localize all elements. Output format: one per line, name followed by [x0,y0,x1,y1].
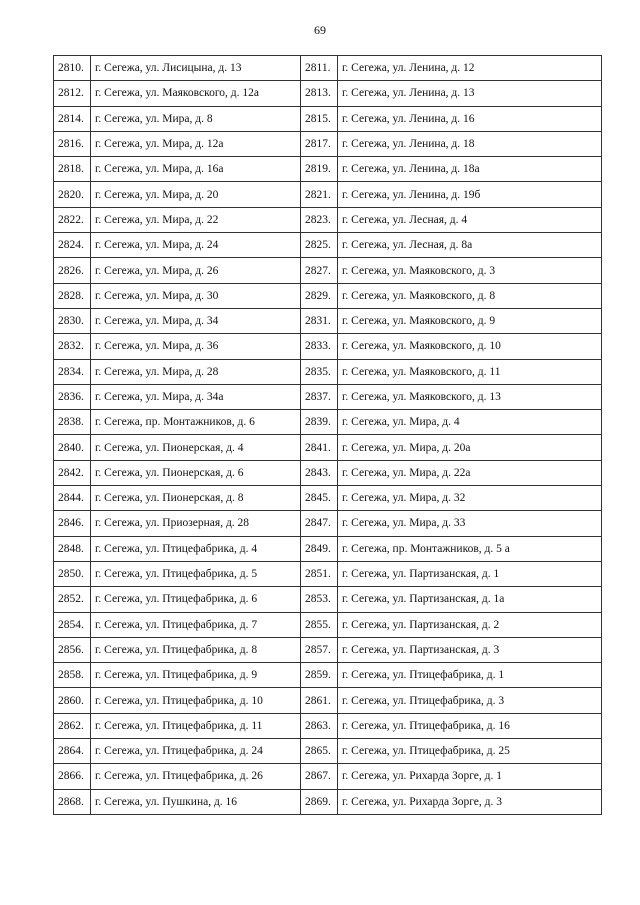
address-right: г. Сегежа, ул. Рихарда Зорге, д. 3 [338,789,602,814]
row-number-right: 2859. [301,663,338,688]
row-number-left: 2814. [54,106,91,131]
table-row [54,587,602,612]
address-table [53,55,602,815]
row-number-right: 2867. [301,764,338,789]
row-number-left: 2820. [54,182,91,207]
table-row [54,131,602,156]
table-row [54,233,602,258]
table-row [54,460,602,485]
address-left: г. Сегежа, ул. Мира, д. 24 [91,233,301,258]
address-table-body [54,56,602,815]
address-left: г. Сегежа, ул. Птицефабрика, д. 10 [91,688,301,713]
row-number-left: 2822. [54,207,91,232]
row-number-left: 2816. [54,131,91,156]
row-number-left: 2836. [54,384,91,409]
table-row [54,739,602,764]
row-number-left: 2812. [54,81,91,106]
address-right: г. Сегежа, ул. Мира, д. 20а [338,435,602,460]
row-number-right: 2849. [301,536,338,561]
address-right: г. Сегежа, ул. Партизанская, д. 1 [338,561,602,586]
address-left: г. Сегежа, ул. Мира, д. 8 [91,106,301,131]
address-left: г. Сегежа, ул. Мира, д. 36 [91,334,301,359]
row-number-left: 2864. [54,739,91,764]
table-row [54,283,602,308]
address-right: г. Сегежа, ул. Ленина, д. 18а [338,157,602,182]
row-number-left: 2860. [54,688,91,713]
row-number-left: 2840. [54,435,91,460]
address-left: г. Сегежа, ул. Лисицына, д. 13 [91,56,301,81]
row-number-right: 2825. [301,233,338,258]
address-left: г. Сегежа, ул. Маяковского, д. 12а [91,81,301,106]
row-number-left: 2844. [54,486,91,511]
table-row [54,384,602,409]
row-number-right: 2837. [301,384,338,409]
row-number-right: 2833. [301,334,338,359]
address-left: г. Сегежа, ул. Мира, д. 28 [91,359,301,384]
address-right: г. Сегежа, ул. Маяковского, д. 11 [338,359,602,384]
table-row [54,713,602,738]
table-row [54,207,602,232]
row-number-left: 2854. [54,612,91,637]
row-number-left: 2866. [54,764,91,789]
address-right: г. Сегежа, ул. Партизанская, д. 2 [338,612,602,637]
address-right: г. Сегежа, пр. Монтажников, д. 5 а [338,536,602,561]
address-right: г. Сегежа, ул. Ленина, д. 16 [338,106,602,131]
row-number-right: 2855. [301,612,338,637]
row-number-right: 2819. [301,157,338,182]
row-number-right: 2839. [301,410,338,435]
address-left: г. Сегежа, ул. Мира, д. 34а [91,384,301,409]
table-row [54,81,602,106]
address-left: г. Сегежа, ул. Пионерская, д. 6 [91,460,301,485]
table-row [54,106,602,131]
row-number-right: 2851. [301,561,338,586]
address-left: г. Сегежа, ул. Птицефабрика, д. 26 [91,764,301,789]
row-number-right: 2853. [301,587,338,612]
table-row [54,308,602,333]
address-right: г. Сегежа, ул. Маяковского, д. 10 [338,334,602,359]
address-right: г. Сегежа, ул. Мира, д. 32 [338,486,602,511]
table-row [54,157,602,182]
row-number-left: 2852. [54,587,91,612]
address-right: г. Сегежа, ул. Ленина, д. 12 [338,56,602,81]
row-number-right: 2861. [301,688,338,713]
row-number-right: 2845. [301,486,338,511]
address-left: г. Сегежа, ул. Мира, д. 30 [91,283,301,308]
address-left: г. Сегежа, пр. Монтажников, д. 6 [91,410,301,435]
address-left: г. Сегежа, ул. Мира, д. 20 [91,182,301,207]
address-left: г. Сегежа, ул. Птицефабрика, д. 4 [91,536,301,561]
row-number-left: 2824. [54,233,91,258]
row-number-right: 2811. [301,56,338,81]
address-left: г. Сегежа, ул. Пионерская, д. 4 [91,435,301,460]
row-number-right: 2843. [301,460,338,485]
table-row [54,359,602,384]
table-row [54,182,602,207]
row-number-left: 2818. [54,157,91,182]
row-number-left: 2834. [54,359,91,384]
address-right: г. Сегежа, ул. Ленина, д. 19б [338,182,602,207]
address-left: г. Сегежа, ул. Птицефабрика, д. 6 [91,587,301,612]
address-left: г. Сегежа, ул. Приозерная, д. 28 [91,511,301,536]
address-left: г. Сегежа, ул. Птицефабрика, д. 24 [91,739,301,764]
table-row [54,334,602,359]
address-right: г. Сегежа, ул. Лесная, д. 8а [338,233,602,258]
row-number-left: 2826. [54,258,91,283]
row-number-left: 2848. [54,536,91,561]
row-number-right: 2865. [301,739,338,764]
address-right: г. Сегежа, ул. Мира, д. 33 [338,511,602,536]
address-left: г. Сегежа, ул. Мира, д. 12а [91,131,301,156]
row-number-right: 2823. [301,207,338,232]
row-number-left: 2862. [54,713,91,738]
address-right: г. Сегежа, ул. Партизанская, д. 3 [338,637,602,662]
address-right: г. Сегежа, ул. Птицефабрика, д. 16 [338,713,602,738]
table-row [54,536,602,561]
row-number-left: 2868. [54,789,91,814]
row-number-right: 2847. [301,511,338,536]
row-number-right: 2857. [301,637,338,662]
row-number-left: 2828. [54,283,91,308]
address-left: г. Сегежа, ул. Мира, д. 16а [91,157,301,182]
row-number-right: 2829. [301,283,338,308]
page-number: 69 [314,23,326,37]
row-number-left: 2846. [54,511,91,536]
address-right: г. Сегежа, ул. Ленина, д. 13 [338,81,602,106]
row-number-left: 2810. [54,56,91,81]
address-right: г. Сегежа, ул. Мира, д. 22а [338,460,602,485]
table-row [54,637,602,662]
table-row [54,410,602,435]
row-number-right: 2821. [301,182,338,207]
address-right: г. Сегежа, ул. Маяковского, д. 3 [338,258,602,283]
address-right: г. Сегежа, ул. Птицефабрика, д. 3 [338,688,602,713]
address-left: г. Сегежа, ул. Птицефабрика, д. 7 [91,612,301,637]
address-left: г. Сегежа, ул. Птицефабрика, д. 11 [91,713,301,738]
address-right: г. Сегежа, ул. Рихарда Зорге, д. 1 [338,764,602,789]
address-right: г. Сегежа, ул. Маяковского, д. 9 [338,308,602,333]
row-number-right: 2869. [301,789,338,814]
row-number-left: 2850. [54,561,91,586]
table-row [54,561,602,586]
row-number-right: 2863. [301,713,338,738]
table-row [54,764,602,789]
row-number-right: 2815. [301,106,338,131]
address-right: г. Сегежа, ул. Маяковского, д. 13 [338,384,602,409]
row-number-left: 2830. [54,308,91,333]
address-left: г. Сегежа, ул. Пушкина, д. 16 [91,789,301,814]
address-left: г. Сегежа, ул. Мира, д. 22 [91,207,301,232]
table-row [54,663,602,688]
address-right: г. Сегежа, ул. Партизанская, д. 1а [338,587,602,612]
row-number-right: 2817. [301,131,338,156]
address-left: г. Сегежа, ул. Птицефабрика, д. 9 [91,663,301,688]
address-right: г. Сегежа, ул. Птицефабрика, д. 1 [338,663,602,688]
table-row [54,612,602,637]
row-number-left: 2838. [54,410,91,435]
table-row [54,486,602,511]
address-left: г. Сегежа, ул. Птицефабрика, д. 8 [91,637,301,662]
address-left: г. Сегежа, ул. Мира, д. 26 [91,258,301,283]
row-number-left: 2858. [54,663,91,688]
address-right: г. Сегежа, ул. Лесная, д. 4 [338,207,602,232]
address-left: г. Сегежа, ул. Пионерская, д. 8 [91,486,301,511]
table-row [54,258,602,283]
row-number-right: 2827. [301,258,338,283]
row-number-left: 2856. [54,637,91,662]
table-row [54,789,602,814]
row-number-left: 2842. [54,460,91,485]
table-row [54,688,602,713]
table-row [54,435,602,460]
row-number-right: 2831. [301,308,338,333]
address-right: г. Сегежа, ул. Птицефабрика, д. 25 [338,739,602,764]
row-number-left: 2832. [54,334,91,359]
address-right: г. Сегежа, ул. Маяковского, д. 8 [338,283,602,308]
address-left: г. Сегежа, ул. Мира, д. 34 [91,308,301,333]
address-right: г. Сегежа, ул. Ленина, д. 18 [338,131,602,156]
row-number-right: 2835. [301,359,338,384]
table-row [54,511,602,536]
row-number-right: 2813. [301,81,338,106]
table-row [54,56,602,81]
address-left: г. Сегежа, ул. Птицефабрика, д. 5 [91,561,301,586]
address-right: г. Сегежа, ул. Мира, д. 4 [338,410,602,435]
row-number-right: 2841. [301,435,338,460]
